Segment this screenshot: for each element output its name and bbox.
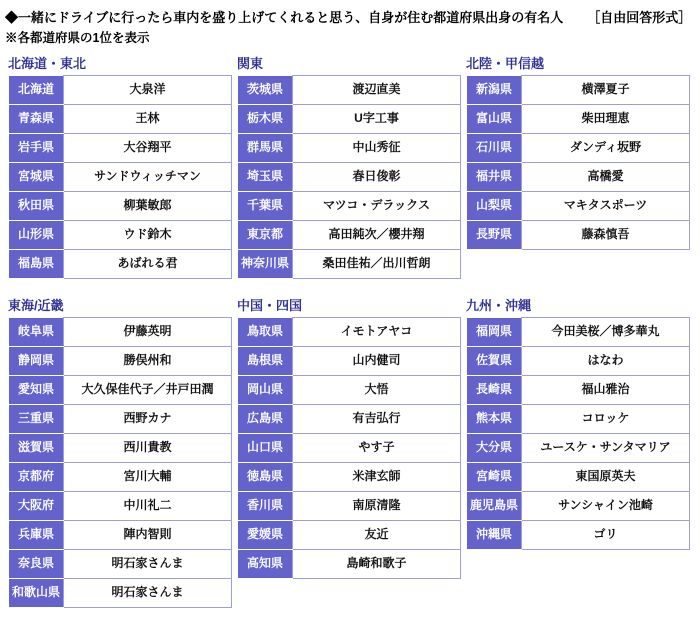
prefecture-cell: 滋賀県	[9, 434, 64, 463]
prefecture-cell: 福島県	[9, 250, 64, 279]
table-row	[467, 105, 690, 134]
celebrity-cell: 大悟	[293, 376, 461, 405]
prefecture-cell: 佐賀県	[467, 347, 522, 376]
prefecture-cell: 秋田県	[9, 192, 64, 221]
celebrity-cell: 西川貴教	[64, 434, 232, 463]
region-title: 北陸・甲信越	[466, 56, 545, 71]
table-row	[9, 376, 232, 405]
celebrity-cell: 王林	[64, 105, 232, 134]
celebrity-cell: 中山秀征	[293, 134, 461, 163]
celebrity-cell: マキタスポーツ	[522, 192, 690, 221]
prefecture-cell: 香川県	[238, 492, 293, 521]
table-row	[238, 434, 461, 463]
celebrity-cell: 南原清隆	[293, 492, 461, 521]
prefecture-table	[8, 75, 232, 279]
prefecture-cell: 岡山県	[238, 376, 293, 405]
table-row	[238, 192, 461, 221]
prefecture-cell: 徳島県	[238, 463, 293, 492]
celebrity-cell: 明石家さんま	[64, 579, 232, 608]
celebrity-cell: 藤森慎吾	[522, 221, 690, 250]
prefecture-cell: 千葉県	[238, 192, 293, 221]
prefecture-cell: 山梨県	[467, 192, 522, 221]
table-row	[238, 318, 461, 347]
prefecture-cell: 宮崎県	[467, 463, 522, 492]
celebrity-cell: 柴田理恵	[522, 105, 690, 134]
prefecture-cell: 兵庫県	[9, 521, 64, 550]
celebrity-cell: 横澤夏子	[522, 76, 690, 105]
prefecture-cell: 山口県	[238, 434, 293, 463]
table-row	[467, 318, 690, 347]
table-row	[9, 318, 232, 347]
celebrity-cell: あばれる君	[64, 250, 232, 279]
celebrity-cell: 有吉弘行	[293, 405, 461, 434]
table-row	[9, 134, 232, 163]
page-subtitle: ※各都道府県の1位を表示	[5, 31, 150, 45]
prefecture-cell: 高知県	[238, 550, 293, 579]
prefecture-cell: 静岡県	[9, 347, 64, 376]
celebrity-cell: 宮川大輔	[64, 463, 232, 492]
celebrity-cell: 春日俊彰	[293, 163, 461, 192]
region-section	[8, 55, 232, 279]
celebrity-cell: 山内健司	[293, 347, 461, 376]
celebrity-cell: ウド鈴木	[64, 221, 232, 250]
region-title: 東海/近畿	[8, 298, 64, 313]
table-row	[238, 347, 461, 376]
region-section	[466, 55, 690, 250]
prefecture-cell: 鳥取県	[238, 318, 293, 347]
prefecture-cell: 石川県	[467, 134, 522, 163]
prefecture-cell: 群馬県	[238, 134, 293, 163]
prefecture-cell: 宮城県	[9, 163, 64, 192]
table-row	[467, 376, 690, 405]
table-row	[467, 192, 690, 221]
region-title: 九州・沖縄	[466, 298, 532, 313]
prefecture-cell: 広島県	[238, 405, 293, 434]
celebrity-cell: やす子	[293, 434, 461, 463]
celebrity-cell: 伊藤英明	[64, 318, 232, 347]
table-row	[238, 134, 461, 163]
prefecture-cell: 京都府	[9, 463, 64, 492]
prefecture-cell: 福岡県	[467, 318, 522, 347]
celebrity-cell: はなわ	[522, 347, 690, 376]
table-row	[238, 163, 461, 192]
table-row	[9, 221, 232, 250]
prefecture-cell: 大阪府	[9, 492, 64, 521]
table-row	[467, 76, 690, 105]
prefecture-cell: 北海道	[9, 76, 64, 105]
celebrity-cell: 中川礼二	[64, 492, 232, 521]
celebrity-cell: 大谷翔平	[64, 134, 232, 163]
prefecture-cell: 奈良県	[9, 550, 64, 579]
prefecture-table	[237, 317, 461, 579]
prefecture-cell: 東京都	[238, 221, 293, 250]
table-row	[238, 250, 461, 279]
celebrity-cell: 桑田佳祐／出川哲朗	[293, 250, 461, 279]
table-row	[467, 163, 690, 192]
celebrity-cell: 渡辺直美	[293, 76, 461, 105]
prefecture-cell: 青森県	[9, 105, 64, 134]
prefecture-cell: 大分県	[467, 434, 522, 463]
prefecture-cell: 島根県	[238, 347, 293, 376]
celebrity-cell: 柳葉敏郎	[64, 192, 232, 221]
table-row	[9, 492, 232, 521]
celebrity-cell: 大泉洋	[64, 76, 232, 105]
celebrity-cell: 陣内智則	[64, 521, 232, 550]
table-row	[9, 521, 232, 550]
table-row	[9, 405, 232, 434]
table-row	[238, 492, 461, 521]
table-row	[9, 579, 232, 608]
celebrity-cell: イモトアヤコ	[293, 318, 461, 347]
table-row	[9, 347, 232, 376]
celebrity-cell: ユースケ・サンタマリア	[522, 434, 690, 463]
table-row	[238, 521, 461, 550]
table-row	[238, 550, 461, 579]
celebrity-cell: 島崎和歌子	[293, 550, 461, 579]
table-row	[238, 405, 461, 434]
region-section	[466, 297, 690, 550]
prefecture-table	[466, 317, 690, 550]
celebrity-cell: 福山雅治	[522, 376, 690, 405]
prefecture-table	[8, 317, 232, 608]
table-row	[9, 434, 232, 463]
celebrity-cell: マツコ・デラックス	[293, 192, 461, 221]
prefecture-cell: 三重県	[9, 405, 64, 434]
region-title: 中国・四国	[237, 298, 303, 313]
celebrity-cell: 米津玄師	[293, 463, 461, 492]
prefecture-cell: 神奈川県	[238, 250, 293, 279]
region-section	[237, 297, 461, 579]
table-row	[467, 347, 690, 376]
prefecture-cell: 埼玉県	[238, 163, 293, 192]
celebrity-cell: 大久保佳代子／井戸田潤	[64, 376, 232, 405]
celebrity-cell: 今田美桜／博多華丸	[522, 318, 690, 347]
prefecture-cell: 愛媛県	[238, 521, 293, 550]
table-row	[238, 76, 461, 105]
prefecture-table	[237, 75, 461, 279]
table-row	[467, 463, 690, 492]
table-row	[467, 134, 690, 163]
region-title: 北海道・東北	[8, 56, 87, 71]
celebrity-cell: 西野カナ	[64, 405, 232, 434]
celebrity-cell: 高橋愛	[522, 163, 690, 192]
region-title: 関東	[237, 56, 264, 71]
table-row	[238, 376, 461, 405]
table-row	[238, 105, 461, 134]
table-row	[9, 105, 232, 134]
prefecture-cell: 岐阜県	[9, 318, 64, 347]
celebrity-cell: サンドウィッチマン	[64, 163, 232, 192]
prefecture-cell: 福井県	[467, 163, 522, 192]
table-row	[467, 405, 690, 434]
celebrity-cell: コロッケ	[522, 405, 690, 434]
prefecture-cell: 新潟県	[467, 76, 522, 105]
prefecture-cell: 茨城県	[238, 76, 293, 105]
table-row	[467, 434, 690, 463]
answer-format-note: ［自由回答形式］	[587, 10, 692, 25]
table-row	[467, 521, 690, 550]
prefecture-cell: 岩手県	[9, 134, 64, 163]
table-row	[9, 192, 232, 221]
celebrity-cell: 勝俣州和	[64, 347, 232, 376]
celebrity-cell: 東国原英夫	[522, 463, 690, 492]
prefecture-cell: 富山県	[467, 105, 522, 134]
table-row	[9, 550, 232, 579]
page-title	[5, 7, 691, 26]
celebrity-cell: 明石家さんま	[64, 550, 232, 579]
page-title-text: ◆一緒にドライブに行ったら車内を盛り上げてくれると思う、自身が住む都道府県出身の有名人	[5, 10, 564, 25]
prefecture-table	[466, 75, 690, 250]
prefecture-cell: 栃木県	[238, 105, 293, 134]
prefecture-cell: 愛知県	[9, 376, 64, 405]
prefecture-cell: 長野県	[467, 221, 522, 250]
celebrity-cell: U字工事	[293, 105, 461, 134]
region-section	[8, 297, 232, 608]
table-row	[238, 463, 461, 492]
celebrity-cell: サンシャイン池崎	[522, 492, 690, 521]
table-row	[9, 163, 232, 192]
table-row	[467, 492, 690, 521]
celebrity-cell: 友近	[293, 521, 461, 550]
region-section	[237, 55, 461, 279]
celebrity-cell: ゴリ	[522, 521, 690, 550]
prefecture-cell: 和歌山県	[9, 579, 64, 608]
prefecture-cell: 山形県	[9, 221, 64, 250]
prefecture-cell: 長崎県	[467, 376, 522, 405]
table-row	[238, 221, 461, 250]
celebrity-cell: ダンディ坂野	[522, 134, 690, 163]
celebrity-cell: 高田純次／櫻井翔	[293, 221, 461, 250]
table-row	[9, 463, 232, 492]
prefecture-cell: 熊本県	[467, 405, 522, 434]
prefecture-cell: 沖縄県	[467, 521, 522, 550]
table-row	[9, 250, 232, 279]
table-row	[9, 76, 232, 105]
prefecture-cell: 鹿児島県	[467, 492, 522, 521]
table-row	[467, 221, 690, 250]
